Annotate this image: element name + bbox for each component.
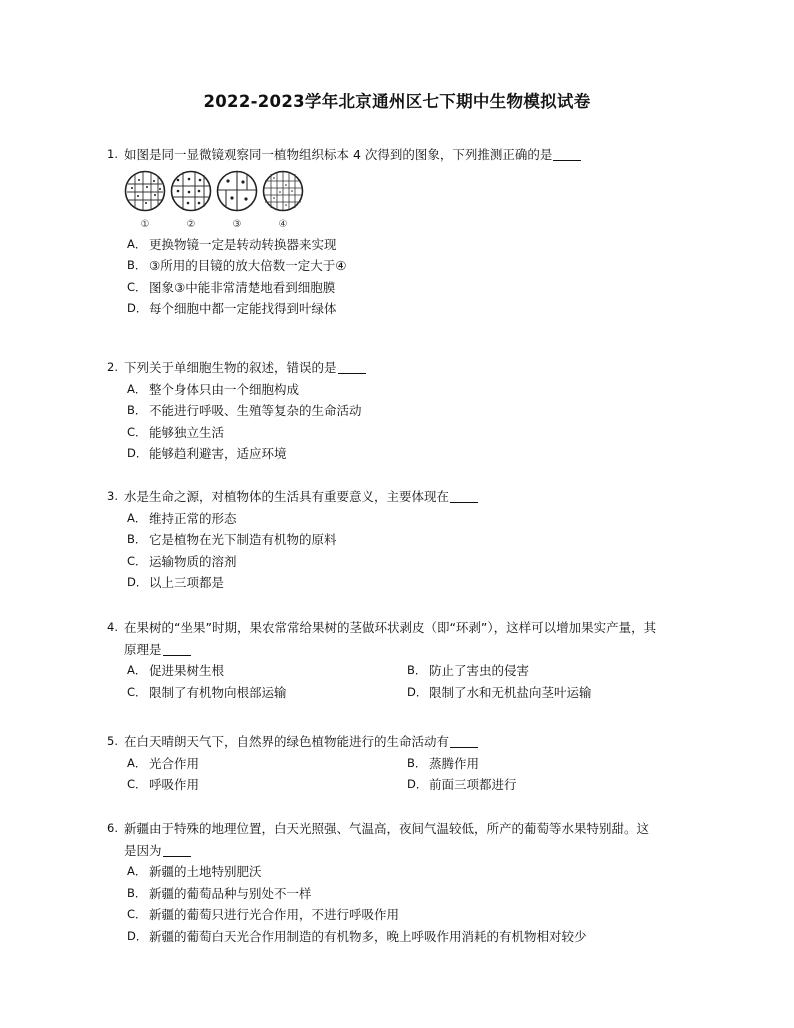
option-a[interactable]: A． 维持正常的形态 <box>127 510 237 526</box>
option-c[interactable]: C． 限制了有机物向根部运输 <box>127 684 287 700</box>
option-d[interactable]: D． 能够趋利避害，适应环境 <box>127 446 287 461</box>
question-text-continued: 是因为 <box>124 842 162 858</box>
question-stem <box>107 818 707 861</box>
option-d[interactable]: D． 以上三项都是 <box>127 575 225 590</box>
cell-view-icon <box>170 170 212 212</box>
option-d[interactable]: D． 新疆的葡萄白天光合作用制造的有机物多，晚上呼吸作用消耗的有机物相对较少 <box>127 928 587 944</box>
option-c[interactable]: C． 新疆的葡萄只进行光合作用，不进行呼吸作用 <box>127 907 400 922</box>
question-1 <box>107 144 707 320</box>
microscope-view-3 <box>216 170 258 230</box>
option-c[interactable]: C． 图象③中能非常清楚地看到细胞膜 <box>127 279 336 295</box>
question-3 <box>107 486 707 594</box>
question-number: 6. <box>107 821 118 835</box>
microscope-view-2 <box>170 170 212 230</box>
cell-view-icon <box>216 170 258 212</box>
question-5 <box>107 731 707 796</box>
answer-blank <box>338 360 366 374</box>
option-b[interactable]: B． 不能进行呼吸、生殖等复杂的生命活动 <box>127 403 362 418</box>
option-c[interactable]: C． 能够独立生活 <box>127 424 225 440</box>
option-b[interactable]: B． 蒸腾作用 <box>407 755 480 771</box>
option-c[interactable]: C． 运输物质的溶剂 <box>127 553 237 569</box>
option-b[interactable]: B． 它是植物在光下制造有机物的原料 <box>127 532 337 547</box>
option-d[interactable]: D． 前面三项都进行 <box>407 777 517 792</box>
question-text-continued: 原理是 <box>124 641 162 657</box>
answer-blank <box>553 147 581 161</box>
question-text: 水是生命之源，对植物体的生活具有重要意义，主要体现在 <box>124 489 450 504</box>
question-number: 1. <box>107 147 118 161</box>
question-stem <box>107 144 707 166</box>
figure-label: ② <box>186 218 196 230</box>
answer-blank <box>163 642 191 656</box>
question-text: 下列关于单细胞生物的叙述，错误的是 <box>124 360 337 375</box>
option-a[interactable]: A． 整个身体只由一个细胞构成 <box>127 381 300 397</box>
question-number: 2. <box>107 360 118 374</box>
answer-blank <box>163 843 191 857</box>
figure-label: ④ <box>278 218 288 230</box>
microscope-view-1 <box>124 170 166 230</box>
option-a[interactable]: A． 光合作用 <box>127 755 200 771</box>
question-stem <box>107 731 707 753</box>
option-c[interactable]: C． 呼吸作用 <box>127 777 200 792</box>
microscope-figure <box>124 168 707 232</box>
question-text: 在果树的“坐果”时期，果农常常给果树的茎做环状剥皮（即“环剥”），这样可以增加果实产量，其 <box>124 620 657 635</box>
question-number: 3. <box>107 489 118 503</box>
cell-view-icon <box>124 170 166 212</box>
option-b[interactable]: B． 防止了害虫的侵害 <box>407 663 530 678</box>
question-6 <box>107 818 707 947</box>
question-number: 5. <box>107 734 118 748</box>
question-text: 在白天晴朗天气下，自然界的绿色植物能进行的生命活动有 <box>124 734 450 749</box>
question-stem <box>107 486 707 508</box>
option-a[interactable]: A． 促进果树生根 <box>127 663 225 678</box>
question-stem <box>107 357 707 379</box>
answer-blank <box>450 489 478 503</box>
option-a[interactable]: A． 更换物镜一定是转动转换器来实现 <box>127 236 337 252</box>
option-b[interactable]: B． 新疆的葡萄品种与别处不一样 <box>127 885 312 901</box>
page-title: 2022-2023学年北京通州区七下期中生物模拟试卷 <box>203 92 591 111</box>
question-stem <box>107 617 707 660</box>
option-d[interactable]: D． 限制了水和无机盐向茎叶运输 <box>407 684 592 700</box>
option-a[interactable]: A． 新疆的土地特别肥沃 <box>127 864 262 879</box>
cell-view-icon <box>262 170 304 212</box>
question-text: 新疆由于特殊的地理位置，白天光照强、气温高，夜间气温较低，所产的葡萄等水果特别甜。这 <box>124 821 650 836</box>
question-number: 4. <box>107 620 118 634</box>
option-b[interactable]: B． ③所用的目镜的放大倍数一定大于④ <box>127 258 347 273</box>
figure-label: ③ <box>232 218 242 230</box>
answer-blank <box>450 734 478 748</box>
figure-label: ① <box>140 218 150 230</box>
question-4 <box>107 617 707 703</box>
option-d[interactable]: D． 每个细胞中都一定能找得到叶绿体 <box>127 301 337 316</box>
microscope-view-4 <box>262 170 304 230</box>
question-2 <box>107 357 707 465</box>
question-text: 如图是同一显微镜观察同一植物组织标本 4 次得到的图象，下列推测正确的是 <box>124 147 553 162</box>
